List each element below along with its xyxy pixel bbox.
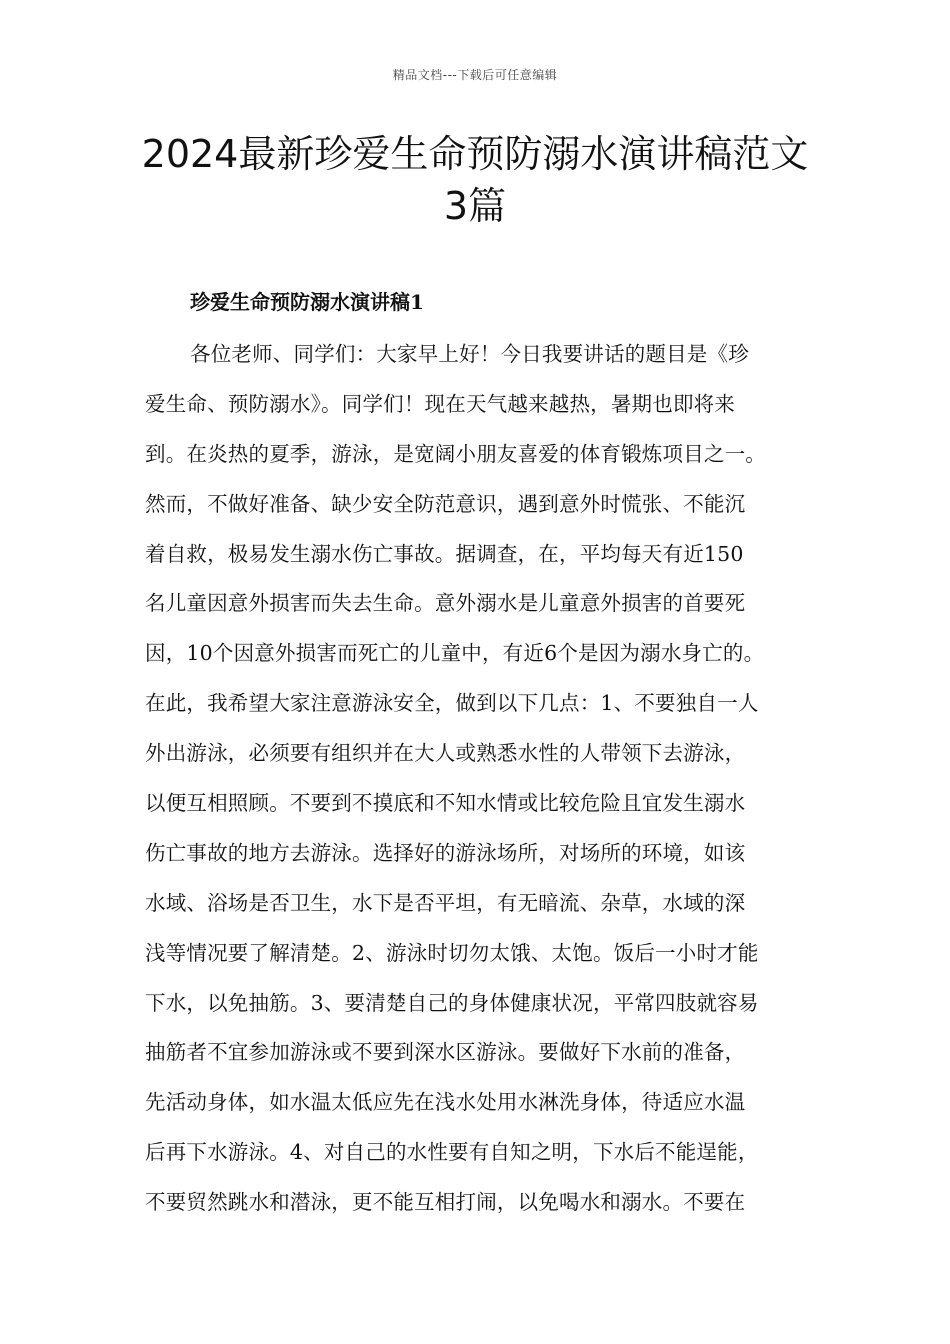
body-line: 以便互相照顾。不要到不摸底和不知水情或比较危险且宜发生溺水 — [145, 791, 746, 816]
title-line-1: 2024最新珍爱生命预防溺水演讲稿范文 — [141, 132, 809, 176]
body-line: 水域、浴场是否卫生，水下是否平坦，有无暗流、杂草，水域的深 — [145, 890, 746, 915]
body-line: 着自救，极易发生溺水伤亡事故。据调查，在，平均每天有近150 — [145, 541, 744, 566]
body-paragraph — [145, 336, 835, 1234]
body-line: 伤亡事故的地方去游泳。选择好的游泳场所，对场所的环境，如该 — [145, 840, 746, 865]
body-line: 不要贸然跳水和潜泳，更不能互相打闹，以免喝水和溺水。不要在 — [145, 1190, 746, 1215]
document-title — [100, 128, 850, 232]
body-line: 各位老师、同学们：大家早上好！今日我要讲话的题目是《珍 — [190, 342, 749, 366]
section-title: 珍爱生命预防溺水演讲稿1 — [190, 290, 424, 314]
body-line: 抽筋者不宜参加游泳或不要到深水区游泳。要做好下水前的准备， — [145, 1040, 746, 1065]
body-line: 在此，我希望大家注意游泳安全，做到以下几点：1、不要独自一人 — [145, 691, 759, 716]
body-line: 下水，以免抽筋。3、要清楚自己的身体健康状况，平常四肢就容易 — [145, 990, 759, 1015]
body-line: 先活动身体，如水温太低应先在浅水处用水淋洗身体，待适应水温 — [145, 1090, 746, 1115]
body-line: 然而，不做好准备、缺少安全防范意识，遇到意外时慌张、不能沉 — [145, 491, 746, 516]
body-line: 浅等情况要了解清楚。2、游泳时切勿太饿、太饱。饭后一小时才能 — [145, 940, 759, 965]
body-line: 名儿童因意外损害而失去生命。意外溺水是儿童意外损害的首要死 — [145, 591, 746, 616]
body-line: 到。在炎热的夏季，游泳，是宽阔小朋友喜爱的体育锻炼项目之一。 — [145, 441, 766, 466]
title-line-2: 3篇 — [443, 184, 507, 228]
body-line: 后再下水游泳。4、对自己的水性要有自知之明，下水后不能逞能， — [145, 1140, 759, 1165]
body-line: 爱生命、预防溺水》。同学们！现在天气越来越热，暑期也即将来 — [145, 391, 736, 416]
body-line: 外出游泳，必须要有组织并在大人或熟悉水性的人带领下去游泳， — [145, 741, 746, 766]
header-note: 精品文档---下载后可任意编辑 — [392, 68, 558, 82]
body-line: 因，10个因意外损害而死亡的儿童中，有近6个是因为溺水身亡的。 — [145, 641, 765, 666]
